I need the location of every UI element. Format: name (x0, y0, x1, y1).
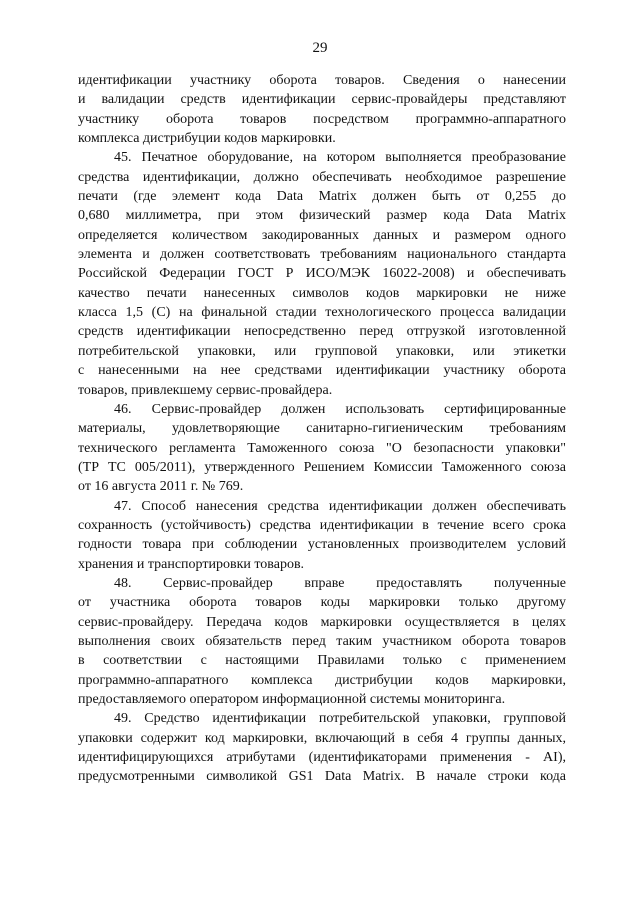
text-line: средства идентификации, должно обеспечивать необходимое разрешение (78, 169, 566, 185)
text-line: идентифицирующихся атрибутами (идентификаторами применения - AI), (78, 750, 566, 766)
text-line: и валидации средств идентификации сервис-провайдеры представляют (78, 92, 566, 108)
text-line: элемента и должен соответствовать требованиям национального стандарта (78, 247, 566, 263)
text-line: сервис-провайдеру. Передача кодов маркировки осуществляется в целях (78, 614, 566, 630)
text-line: годности товара при соблюдении установленных производителем условий (78, 537, 566, 553)
text-line: определяется количеством закодированных данных и размером одного (78, 227, 566, 243)
text-line: участнику оборота товаров посредством программно-аппаратного (78, 111, 566, 127)
text-line: 0,680 миллиметра, при этом физический размер кода Data Matrix (78, 208, 566, 224)
text-line: программно-аппаратного комплекса дистрибуции кодов маркировки, (78, 672, 566, 688)
text-line: технического регламента Таможенного союза "О безопасности упаковки" (78, 440, 566, 456)
text-line: предоставляемого оператором информационной системы мониторинга. (78, 692, 506, 707)
text-line: средств идентификации непосредственно перед отгрузкой изготовленной (78, 324, 566, 340)
text-line: 47. Способ нанесения средства идентификации должен обеспечивать (114, 498, 566, 514)
text-line: печати (где элемент кода Data Matrix должен быть от 0,255 до (78, 189, 566, 205)
text-line: с нанесенными на нее средствами идентификации участнику оборота (78, 363, 566, 379)
text-line: (ТР ТС 005/2011), утвержденного Решением Комиссии Таможенного союза (78, 459, 566, 475)
text-line: упаковки содержит код маркировки, включающий в себя 4 группы данных, (78, 730, 566, 746)
text-line: сохранность (устойчивость) средства идентификации в течение всего срока (78, 517, 566, 533)
text-line: класса 1,5 (С) на финальной стадии технологического процесса валидации (78, 305, 566, 321)
text-line: 46. Сервис-провайдер должен использовать сертифицированные (114, 401, 566, 417)
text-line: от 16 августа 2011 г. № 769. (78, 479, 244, 495)
text-line: от участника оборота товаров коды маркировки только другому (78, 595, 566, 611)
text-line: в соответствии с настоящими Правилами только с применением (78, 653, 566, 669)
text-line: качество печати нанесенных символов кодов маркировки не ниже (78, 285, 566, 301)
text-line: идентификации участнику оборота товаров. Сведения о нанесении (78, 73, 566, 88)
page-number: 29 (312, 40, 328, 56)
text-line: 45. Печатное оборудование, на котором выполняется преобразование (114, 150, 566, 166)
text-line: материалы, удовлетворяющие санитарно-гигиеническим требованиям (78, 421, 566, 437)
text-line: 48. Сервис-провайдер вправе предоставлять полученные (114, 575, 566, 591)
text-line: товаров, привлекшему сервис-провайдера. (78, 382, 333, 398)
text-line: Российской Федерации ГОСТ Р ИСО/МЭК 16022-2008) и обеспечивать (78, 266, 566, 282)
text-line: предусмотренными символикой GS1 Data Matrix. В начале строки кода (78, 769, 566, 785)
text-line: 49. Средство идентификации потребительской упаковки, групповой (114, 711, 566, 727)
text-line: выполнения своих обязательств перед таким участником оборота товаров (78, 633, 566, 649)
text-line: комплекса дистрибуции кодов маркировки. (78, 131, 336, 147)
body-text (78, 71, 566, 787)
text-line: хранения и транспортировки товаров. (78, 556, 305, 572)
text-line: потребительской упаковки, или групповой упаковки, или этикетки (78, 343, 566, 359)
